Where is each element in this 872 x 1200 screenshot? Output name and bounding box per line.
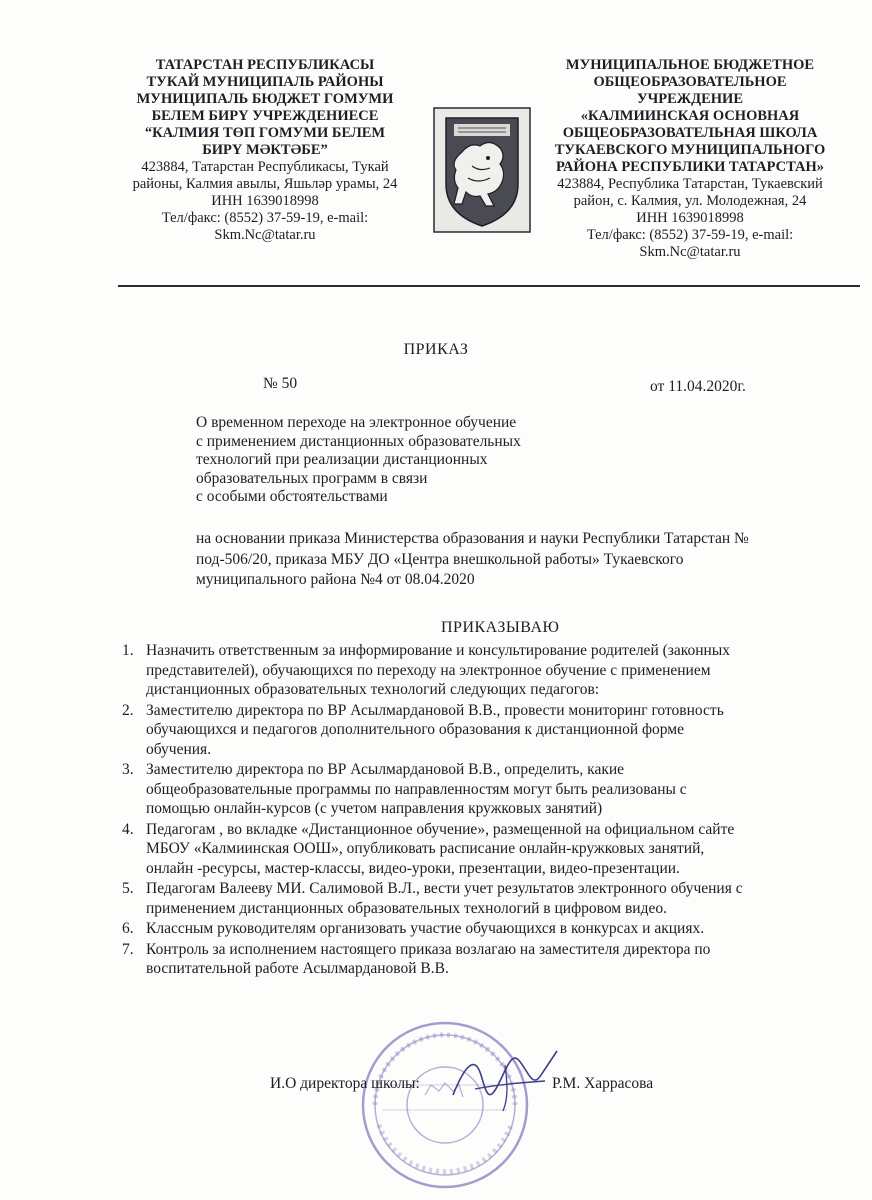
header-left-address bbox=[110, 159, 420, 244]
item-line: онлайн -ресурсы, мастер-классы, видео-уроки, презентации, видео-презентации. bbox=[146, 859, 680, 877]
subject-line: образовательных программ в связи bbox=[196, 469, 428, 487]
header-left-address-line: районы, Калмия авылы, Яшьләр урамы, 24 bbox=[132, 176, 398, 192]
header-left-phone: Тел/факс: (8552) 37-59-19, e-mail: bbox=[161, 210, 369, 226]
header-right-name-line: ОБЩЕОБРАЗОВАТЕЛЬНАЯ ШКОЛА bbox=[562, 125, 818, 141]
order-basis bbox=[196, 529, 749, 591]
header-right-name-line: ОБЩЕОБРАЗОВАТЕЛЬНОЕ bbox=[593, 74, 787, 90]
list-item bbox=[118, 940, 838, 979]
header-right-phone: Тел/факс: (8552) 37-59-19, e-mail: bbox=[586, 227, 794, 243]
header-right-name-line: УЧРЕЖДЕНИЕ bbox=[636, 91, 744, 107]
item-line: представителей), обучающихся по переходу на электронное обучение с применением bbox=[146, 661, 711, 679]
item-number: 3. bbox=[122, 761, 134, 778]
item-line: дистанционных образовательных технологий следующих педагогов: bbox=[146, 681, 600, 698]
header-left-inn: ИНН 1639018998 bbox=[211, 193, 319, 209]
header-left-name bbox=[110, 57, 420, 159]
order-date: от 11.04.2020г. bbox=[650, 378, 746, 395]
signatory-name: Р.М. Харрасова bbox=[552, 1075, 654, 1092]
header-right-address bbox=[535, 176, 845, 261]
coat-of-arms-icon bbox=[432, 106, 532, 234]
item-number: 2. bbox=[122, 701, 134, 719]
header-right-name-line: ТУКАЕВСКОГО МУНИЦИПАЛЬНОГО bbox=[554, 142, 826, 158]
subject-line: с особыми обстоятельствами bbox=[196, 488, 388, 505]
signature-icon bbox=[445, 1045, 565, 1115]
list-item bbox=[118, 701, 838, 760]
header-left-name-line: “КАЛМИЯ ТӨП ГОМУМИ БЕЛЕМ bbox=[144, 125, 386, 141]
subject-line: с применением дистанционных образовательных bbox=[196, 432, 521, 450]
directive-heading: ПРИКАЗЫВАЮ bbox=[441, 619, 560, 636]
item-line: обучающихся и педагогов дополнительного образования к дистанционной форме bbox=[146, 721, 684, 738]
header-right-name-line: МУНИЦИПАЛЬНОЕ БЮДЖЕТНОЕ bbox=[565, 57, 815, 73]
item-line: Педагогам , во вкладке «Дистанционное обучение», размещенной на официальном сайте bbox=[146, 820, 735, 838]
header-left-name-line: МУНИЦИПАЛЬ БЮДЖЕТ ГОМУМИ bbox=[136, 91, 394, 107]
item-line: Назначить ответственным за информирование и консультирование родителей (законных bbox=[146, 642, 731, 659]
header-right-address-line: 423884, Республика Татарстан, Тукаевский bbox=[557, 176, 823, 192]
subject-line: технологий при реализации дистанционных bbox=[196, 451, 488, 468]
subject-line: О временном переходе на электронное обучение bbox=[196, 414, 517, 431]
header-left-address-line: 423884, Татарстан Республикасы, Тукай bbox=[141, 159, 389, 175]
item-number: 1. bbox=[122, 642, 134, 659]
list-item bbox=[118, 879, 838, 918]
item-line: Заместителю директора по ВР Асылмардановой В.В., провести мониторинг готовность bbox=[146, 701, 724, 719]
header-left-name-line: БИРҮ МӘКТӘБЕ” bbox=[202, 142, 328, 158]
header-left-name-line: ТУКАЙ МУНИЦИПАЛЬ РАЙОНЫ bbox=[146, 74, 384, 90]
header-left-name-line: ТАТАРСТАН РЕСПУБЛИКАСЫ bbox=[155, 57, 375, 73]
signatory-role: И.О директора школы: bbox=[270, 1075, 420, 1092]
list-item bbox=[118, 919, 838, 939]
item-line: воспитательной работе Асылмардановой В.В. bbox=[146, 960, 449, 977]
order-subject bbox=[196, 414, 521, 507]
item-line: обучения. bbox=[146, 740, 212, 758]
item-number: 5. bbox=[122, 880, 134, 897]
document-title: ПРИКАЗ bbox=[403, 341, 469, 358]
basis-line: муниципального района №4 от 08.04.2020 bbox=[196, 571, 475, 588]
list-item bbox=[118, 760, 838, 819]
header-left-name-line: БЕЛЕМ БИРҮ УЧРЕЖДЕНИЕСЕ bbox=[151, 108, 379, 124]
list-item bbox=[118, 641, 838, 700]
header-right-inn: ИНН 1639018998 bbox=[636, 210, 744, 226]
item-number: 4. bbox=[122, 820, 134, 838]
header-divider bbox=[118, 285, 860, 287]
directive-list bbox=[118, 641, 838, 980]
header-right-name-line: «КАЛМИИНСКАЯ ОСНОВНАЯ bbox=[580, 108, 800, 124]
basis-line: на основании приказа Министерства образования и науки Республики Татарстан № bbox=[196, 530, 749, 547]
item-line: Заместителю директора по ВР Асылмардановой В.В., определить, какие bbox=[146, 761, 625, 778]
item-line: помощью онлайн-курсов (с учетом направления кружковых занятий) bbox=[146, 800, 603, 817]
basis-line: под-506/20, приказа МБУ ДО «Центра внешкольной работы» Тукаевского bbox=[196, 550, 684, 568]
header-left-email: Skm.Nc@tatar.ru bbox=[214, 227, 316, 243]
item-line: Классным руководителям организовать участие обучающихся в конкурсах и акциях. bbox=[146, 920, 705, 937]
header-right-name-line: РАЙОНА РЕСПУБЛИКИ ТАТАРСТАН» bbox=[555, 159, 825, 175]
header-right bbox=[535, 57, 845, 261]
item-line: применением дистанционных образовательных технологий в цифровом видео. bbox=[146, 899, 667, 917]
item-number: 6. bbox=[122, 920, 134, 937]
list-item bbox=[118, 820, 838, 879]
item-line: Педагогам Валееву МИ. Салимовой В.Л., вести учет результатов электронного обучения с bbox=[146, 880, 743, 897]
item-line: МБОУ «Калмиинская ООШ», опубликовать расписание онлайн-кружковых занятий, bbox=[146, 840, 705, 857]
header-right-address-line: район, с. Калмия, ул. Молодежная, 24 bbox=[573, 193, 807, 209]
header-left bbox=[110, 57, 420, 244]
item-number: 7. bbox=[122, 940, 134, 958]
item-line: общеобразовательные программы по направленностям могут быть реализованы с bbox=[146, 780, 687, 798]
header-right-name bbox=[535, 57, 845, 176]
order-number: № 50 bbox=[263, 375, 298, 392]
header-right-email: Skm.Nc@tatar.ru bbox=[639, 244, 741, 260]
item-line: Контроль за исполнением настоящего приказа возлагаю на заместителя директора по bbox=[146, 940, 711, 958]
